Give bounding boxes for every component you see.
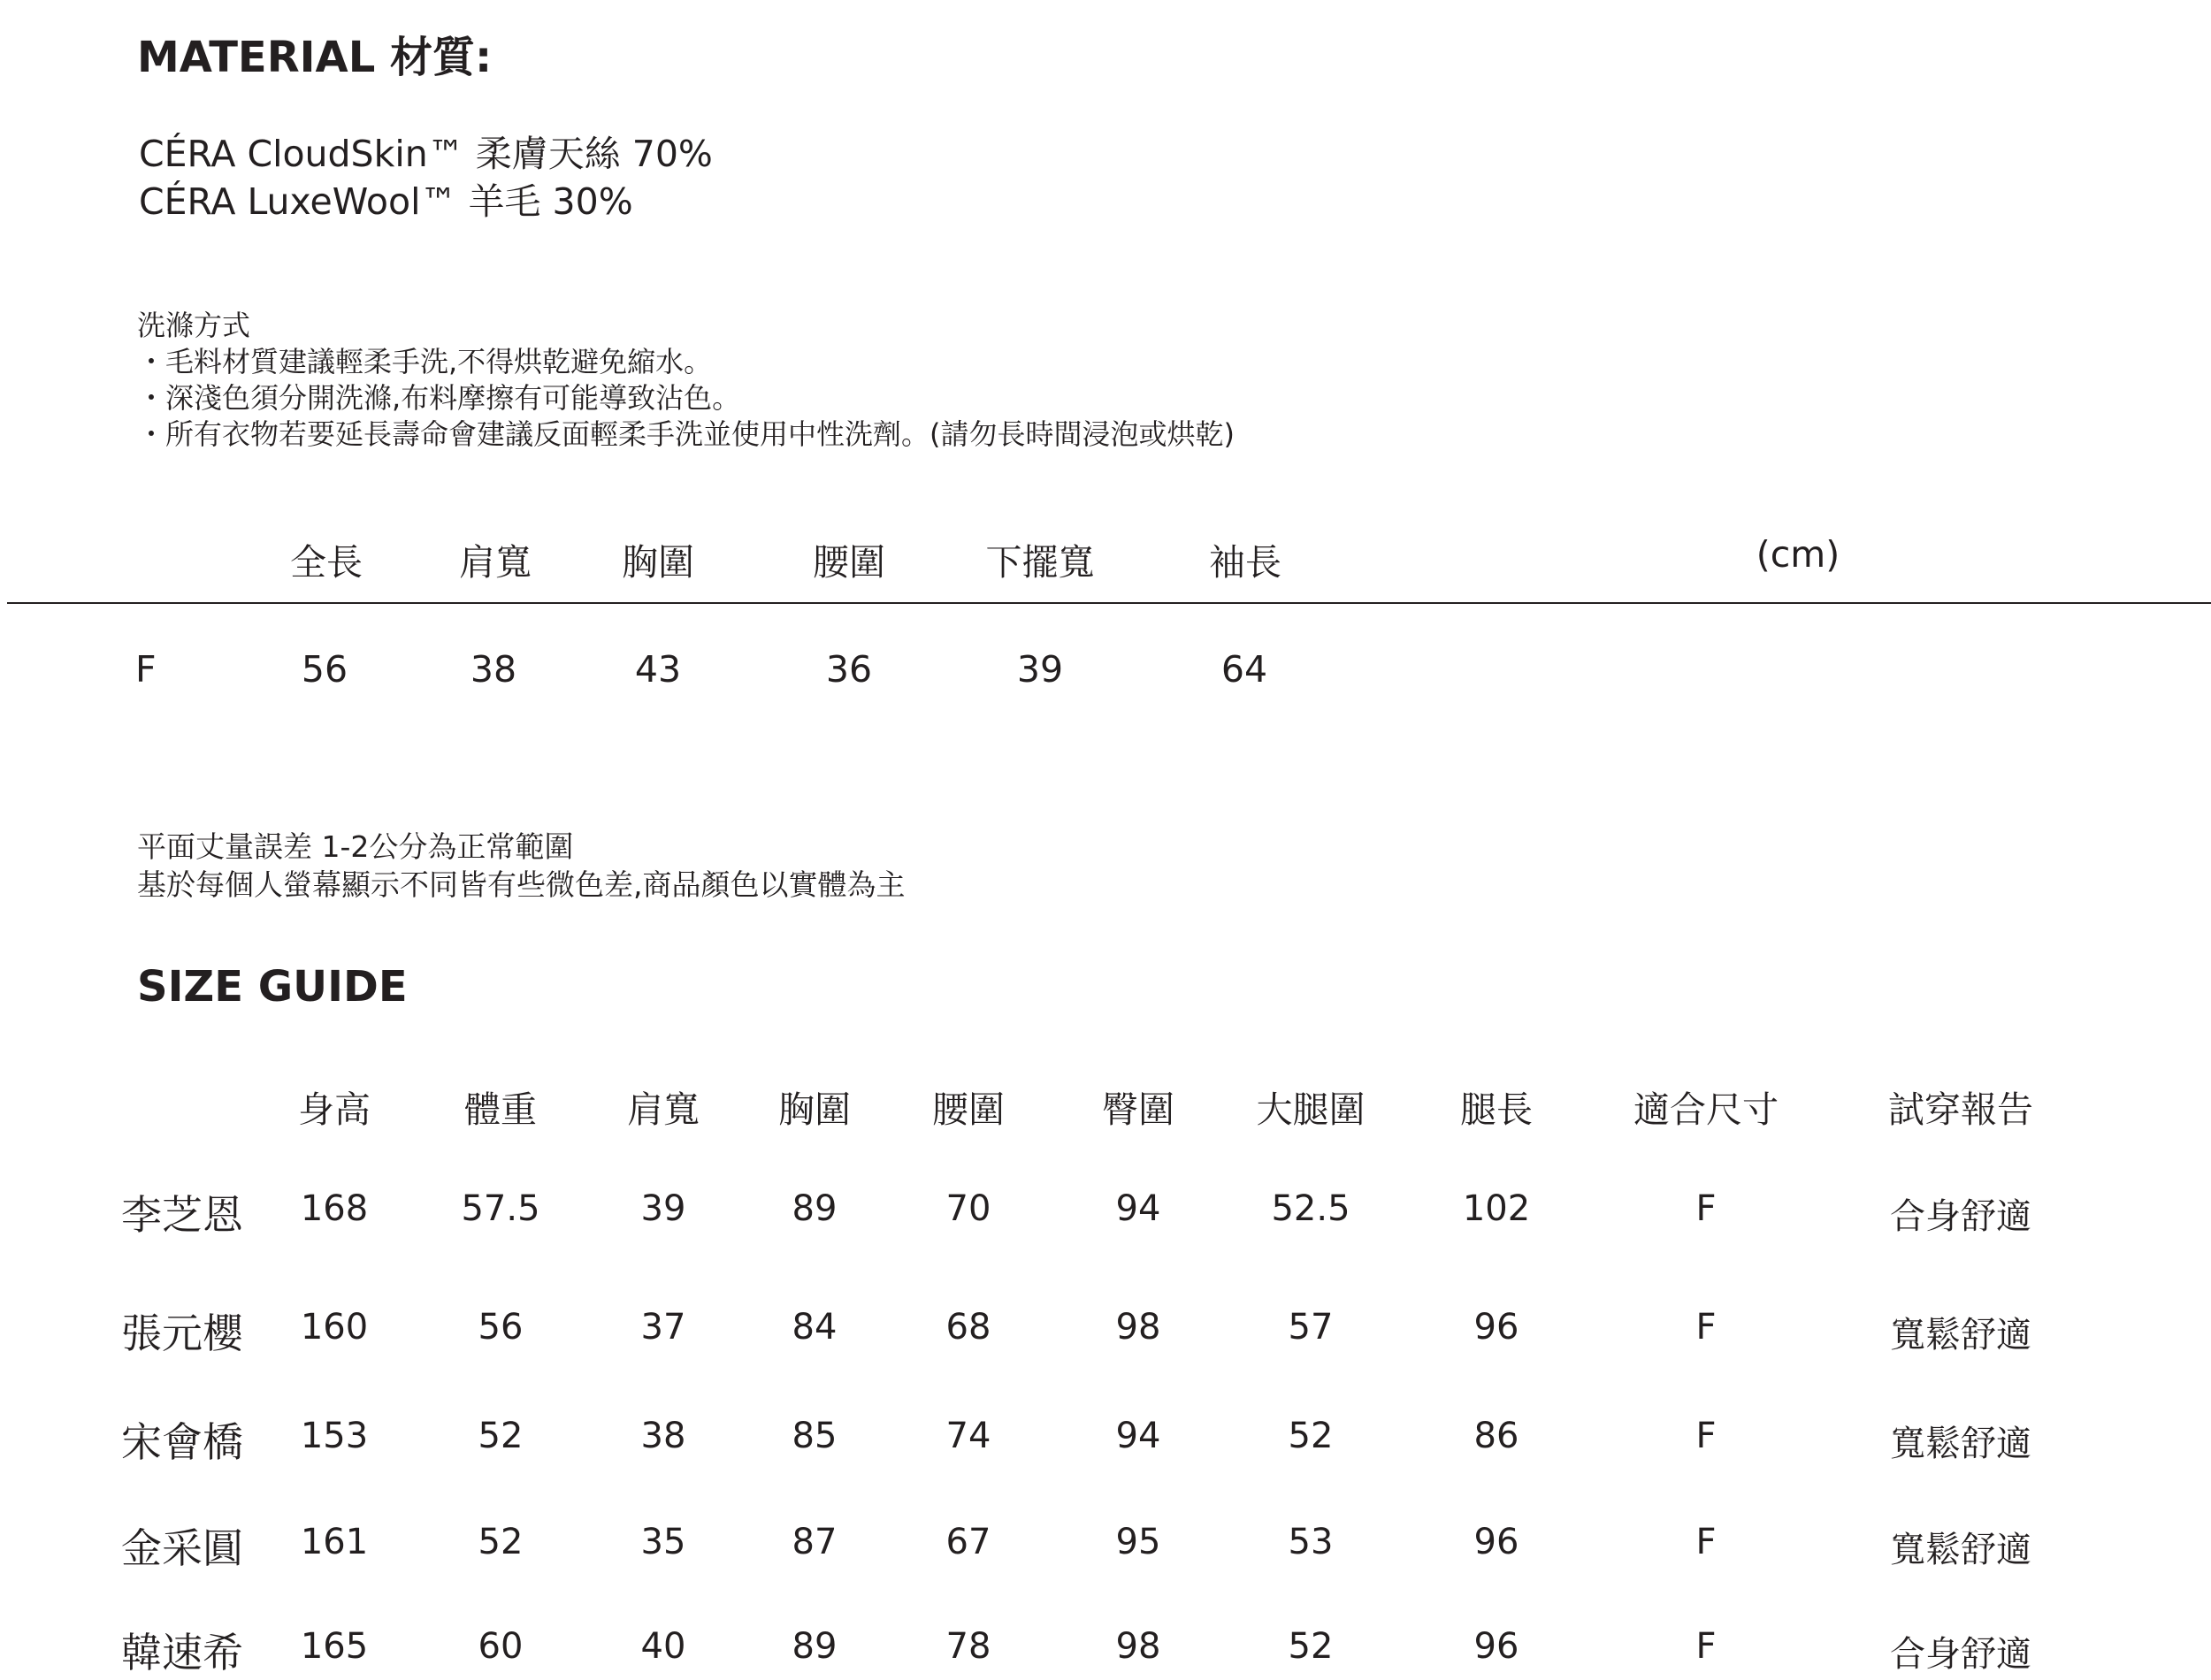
guide-value: 35: [640, 1522, 686, 1562]
guide-value: 52: [1288, 1626, 1334, 1667]
guide-value: F: [1695, 1416, 1717, 1456]
material-line: CÉRA CloudSkin™ 柔膚天絲 70%: [139, 133, 713, 175]
measure-header: 腰圍: [813, 541, 885, 584]
guide-header: 腰圍: [932, 1088, 1005, 1131]
measure-header: 下擺寬: [985, 541, 1095, 584]
guide-value: 98: [1115, 1626, 1161, 1667]
guide-value: 39: [640, 1188, 686, 1229]
measure-header: 全長: [290, 541, 363, 584]
care-line: ・毛料材質建議輕柔手洗,不得烘乾避免縮水。: [137, 345, 713, 378]
guide-value: 87: [792, 1522, 838, 1562]
model-name: 張元櫻: [121, 1310, 243, 1357]
measure-header: 肩寬: [459, 541, 532, 584]
guide-value: 70: [945, 1188, 991, 1229]
guide-value: 89: [792, 1188, 838, 1229]
unit-label: (cm): [1756, 533, 1840, 576]
note-line: 基於每個人螢幕顯示不同皆有些微色差,商品顏色以實體為主: [137, 867, 906, 902]
guide-header: 試穿報告: [1888, 1088, 2033, 1131]
measure-header: 袖長: [1209, 541, 1281, 584]
measure-value: 38: [470, 648, 517, 691]
guide-header: 大腿圍: [1256, 1088, 1366, 1131]
guide-value: 96: [1473, 1522, 1519, 1562]
guide-value: 53: [1288, 1522, 1334, 1562]
guide-header: 身高: [298, 1088, 371, 1131]
guide-value: 57.5: [461, 1188, 540, 1229]
guide-value: 96: [1473, 1626, 1519, 1667]
guide-value: 56: [478, 1307, 524, 1348]
material-title: MATERIAL 材質:: [137, 33, 493, 82]
guide-value: 67: [945, 1522, 991, 1562]
size-label: F: [135, 648, 157, 691]
guide-value: 85: [792, 1416, 838, 1456]
guide-value: 37: [640, 1307, 686, 1348]
note-line: 平面丈量誤差 1-2公分為正常範圍: [137, 829, 574, 864]
guide-value: 95: [1115, 1522, 1161, 1562]
guide-value: 52: [1288, 1416, 1334, 1456]
measure-value: 43: [634, 648, 682, 691]
table-divider: [7, 602, 2211, 604]
guide-header: 臀圍: [1102, 1088, 1174, 1131]
guide-value: 94: [1115, 1188, 1161, 1229]
guide-value: 74: [945, 1416, 991, 1456]
measure-value: 36: [825, 648, 873, 691]
care-line: ・深淺色須分開洗滌,布料摩擦有可能導致沾色。: [137, 381, 741, 415]
model-name: 韓速希: [121, 1629, 243, 1676]
guide-value: 合身舒適: [1890, 1196, 2031, 1237]
guide-value: 40: [640, 1626, 686, 1667]
guide-value: 86: [1473, 1416, 1519, 1456]
guide-value: F: [1695, 1307, 1717, 1348]
material-line: CÉRA LuxeWool™ 羊毛 30%: [139, 180, 633, 223]
model-name: 宋會橋: [121, 1418, 243, 1466]
guide-value: 94: [1115, 1416, 1161, 1456]
guide-value: 52: [478, 1522, 524, 1562]
guide-value: 寬鬆舒適: [1890, 1424, 2031, 1464]
guide-value: 68: [945, 1307, 991, 1348]
guide-value: 160: [300, 1307, 369, 1348]
guide-value: 98: [1115, 1307, 1161, 1348]
guide-value: 89: [792, 1626, 838, 1667]
care-line: ・所有衣物若要延長壽命會建議反面輕柔手洗並使用中性洗劑。(請勿長時間浸泡或烘乾): [137, 417, 1235, 451]
guide-value: 57: [1288, 1307, 1334, 1348]
guide-header: 體重: [464, 1088, 537, 1131]
guide-header: 胸圍: [778, 1088, 851, 1131]
guide-value: 153: [300, 1416, 369, 1456]
guide-value: 52.5: [1271, 1188, 1350, 1229]
measure-value: 64: [1220, 648, 1268, 691]
care-title: 洗滌方式: [137, 309, 251, 342]
guide-value: 161: [300, 1522, 369, 1562]
guide-value: 168: [300, 1188, 369, 1229]
guide-value: 38: [640, 1416, 686, 1456]
guide-value: 96: [1473, 1307, 1519, 1348]
guide-value: F: [1695, 1188, 1717, 1229]
guide-value: 84: [792, 1307, 838, 1348]
model-name: 李芝恩: [121, 1191, 243, 1239]
guide-header: 肩寬: [627, 1088, 700, 1131]
guide-value: 寬鬆舒適: [1890, 1315, 2031, 1355]
guide-value: 52: [478, 1416, 524, 1456]
guide-value: 78: [945, 1626, 991, 1667]
size-guide-title: SIZE GUIDE: [137, 962, 408, 1012]
guide-value: 60: [478, 1626, 524, 1667]
guide-value: F: [1695, 1522, 1717, 1562]
guide-value: 合身舒適: [1890, 1634, 2031, 1675]
measure-value: 39: [1016, 648, 1064, 691]
model-name: 金采圓: [121, 1524, 243, 1572]
guide-header: 適合尺寸: [1633, 1088, 1779, 1131]
guide-value: 102: [1462, 1188, 1531, 1229]
guide-header: 腿長: [1460, 1088, 1533, 1131]
guide-value: 寬鬆舒適: [1890, 1530, 2031, 1570]
guide-value: F: [1695, 1626, 1717, 1667]
measure-header: 胸圍: [622, 541, 694, 584]
guide-value: 165: [300, 1626, 369, 1667]
measure-value: 56: [301, 648, 348, 691]
